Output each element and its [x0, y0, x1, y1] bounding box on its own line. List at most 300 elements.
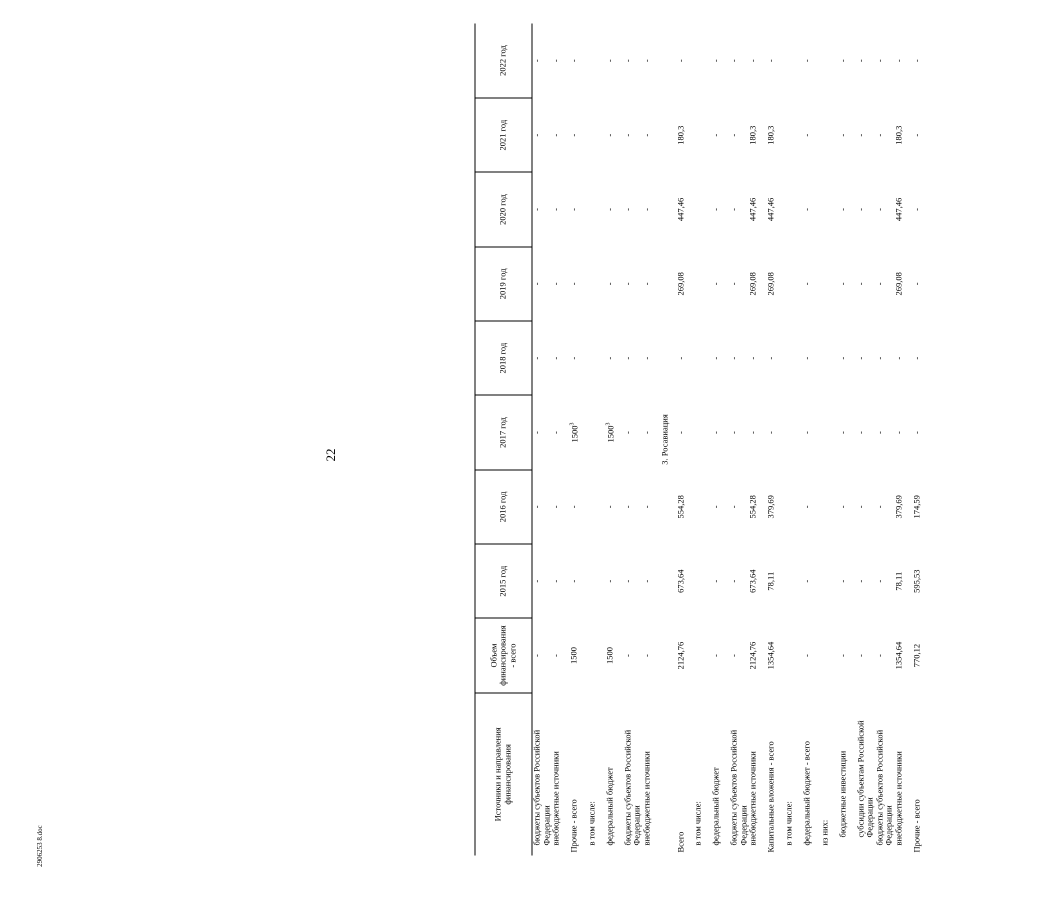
- table-cell: [676, 247, 694, 321]
- cell-value: -: [855, 282, 866, 286]
- cell-value: -: [911, 59, 922, 63]
- cell-value: -: [837, 282, 848, 286]
- table-row: [802, 24, 820, 856]
- cell-value: 269,08: [893, 272, 904, 296]
- table-cell: [730, 98, 749, 172]
- table-cell: [569, 247, 587, 321]
- cell-value: -: [837, 654, 848, 657]
- table-cell: [532, 172, 552, 246]
- cell-value: -: [550, 59, 561, 63]
- table-cell: [802, 24, 820, 98]
- table-cell: [694, 247, 712, 321]
- cell-value: -: [710, 356, 721, 360]
- table-cell: [894, 98, 912, 172]
- row-label: федеральный бюджет: [710, 767, 721, 846]
- cell-value: 180,3: [893, 125, 904, 145]
- table-cell: [838, 98, 856, 172]
- cell-value: 78,11: [765, 571, 776, 591]
- cell-value: -: [747, 431, 758, 434]
- cell-value: -: [568, 133, 579, 137]
- cell-value: 1500: [569, 425, 580, 443]
- row-label: внебюджетные источники: [747, 751, 758, 846]
- table-cell: [694, 618, 712, 692]
- page-number: 22: [323, 448, 338, 462]
- footnote-mark: 3: [569, 422, 576, 426]
- cell-value: 447,46: [893, 197, 904, 222]
- cell-value: -: [855, 133, 866, 137]
- table-cell: [587, 618, 605, 692]
- table-cell: [820, 544, 838, 618]
- cell-value: -: [728, 356, 739, 360]
- table-cell: [730, 470, 749, 544]
- section-row: [660, 24, 676, 856]
- cell-value: -: [855, 356, 866, 360]
- table-row: [912, 24, 930, 856]
- table-cell: [587, 470, 605, 544]
- table-cell: [912, 395, 930, 469]
- table-cell: [730, 544, 749, 618]
- cell-value: -: [837, 431, 848, 434]
- table-cell: [694, 470, 712, 544]
- table-cell: [623, 321, 642, 395]
- table-cell: [712, 395, 730, 469]
- table-row: [894, 24, 912, 856]
- table-cell: [676, 98, 694, 172]
- cell-value: -: [550, 505, 561, 509]
- header-total: Объем финансирования - всего: [475, 618, 532, 692]
- table-cell: [912, 544, 930, 618]
- table-cell: [532, 618, 552, 692]
- row-label: Прочие - всего: [911, 799, 922, 853]
- row-label: в том числе:: [586, 801, 597, 846]
- header-2016: 2016 год: [475, 470, 532, 544]
- cell-value: 174,59: [911, 495, 922, 519]
- table-cell: [730, 618, 749, 692]
- cell-value: -: [874, 59, 885, 63]
- row-label: из них:: [819, 819, 830, 846]
- cell-value: -: [641, 505, 652, 509]
- table-cell: [749, 544, 767, 618]
- table-cell: [730, 172, 749, 246]
- table-cell: [623, 247, 642, 321]
- cell-value: -: [531, 579, 542, 583]
- table-cell: [532, 321, 552, 395]
- table-row: [875, 24, 894, 856]
- row-label: федеральный бюджет - всего: [801, 741, 812, 846]
- table-cell: [605, 395, 623, 469]
- cell-value: -: [622, 431, 633, 434]
- table-cell: [767, 24, 785, 98]
- cell-value: -: [531, 59, 542, 63]
- table-body: [532, 24, 930, 856]
- cell-value: -: [801, 133, 812, 137]
- cell-value: 78,11: [893, 571, 904, 591]
- table-cell: [642, 618, 660, 692]
- table-cell: [785, 247, 803, 321]
- cell-value: -: [728, 654, 739, 657]
- table-cell: [712, 98, 730, 172]
- table-cell: [694, 395, 712, 469]
- cell-value: -: [641, 579, 652, 583]
- header-2022: 2022 год: [475, 24, 532, 98]
- cell-value: -: [765, 59, 776, 63]
- table-cell: [856, 247, 875, 321]
- cell-value: -: [801, 208, 812, 211]
- table-cell: [605, 172, 623, 246]
- cell-value: -: [728, 133, 739, 137]
- table-cell: [587, 172, 605, 246]
- table-cell: [894, 395, 912, 469]
- table-cell: [875, 618, 894, 692]
- cell-value: -: [568, 505, 579, 509]
- cell-value: 379,69: [765, 495, 776, 519]
- row-label: в том числе:: [783, 801, 794, 846]
- cell-value: 1354,64: [765, 641, 776, 670]
- cell-value: 2124,76: [747, 641, 758, 670]
- cell-value: -: [641, 208, 652, 211]
- cell-value: 2124,76: [675, 641, 686, 670]
- cell-value: -: [550, 579, 561, 583]
- table-cell: [642, 470, 660, 544]
- table-cell: [587, 24, 605, 98]
- cell-value: -: [874, 282, 885, 286]
- row-label: Капитальные вложения - всего: [765, 741, 776, 853]
- table-cell: [875, 247, 894, 321]
- table-cell: [552, 247, 570, 321]
- cell-value: -: [837, 356, 848, 360]
- table-cell: [676, 544, 694, 618]
- table-cell: [875, 24, 894, 98]
- table-row: [676, 24, 694, 856]
- cell-value: -: [911, 133, 922, 137]
- table-cell: [642, 321, 660, 395]
- table-cell: [694, 544, 712, 618]
- cell-value: -: [622, 654, 633, 657]
- cell-value: -: [801, 431, 812, 434]
- table-cell: [623, 24, 642, 98]
- cell-value: -: [531, 431, 542, 434]
- cell-value: -: [550, 133, 561, 137]
- header-2015: 2015 год: [475, 544, 532, 618]
- section-title: 3. Росавиация: [659, 414, 670, 465]
- row-label: бюджеты субъектов Российской Федерации: [874, 729, 894, 846]
- table-cell: [767, 470, 785, 544]
- table-cell: [912, 172, 930, 246]
- table-cell: [605, 24, 623, 98]
- table-cell: [894, 247, 912, 321]
- table-cell: [605, 618, 623, 692]
- cell-value: -: [531, 133, 542, 137]
- table-cell: [676, 618, 694, 692]
- cell-value: -: [550, 654, 561, 657]
- table-cell: [623, 544, 642, 618]
- table-cell: [820, 247, 838, 321]
- table-cell: [569, 544, 587, 618]
- cell-value: -: [550, 356, 561, 360]
- cell-value: -: [641, 59, 652, 63]
- cell-value: -: [855, 431, 866, 434]
- cell-value: 447,46: [675, 197, 686, 222]
- table-cell: [749, 470, 767, 544]
- table-cell: [712, 618, 730, 692]
- header-2021: 2021 год: [475, 98, 532, 172]
- table-cell: [532, 98, 552, 172]
- cell-value: -: [604, 505, 615, 509]
- table-row: [785, 24, 803, 856]
- cell-value: -: [622, 59, 633, 63]
- table-cell: [642, 172, 660, 246]
- cell-value: -: [874, 654, 885, 657]
- table-cell: [532, 395, 552, 469]
- row-label: субсидии субъектам Российской Федерации: [855, 720, 875, 838]
- table-cell: [532, 24, 552, 98]
- table-cell: [569, 321, 587, 395]
- table-cell: [820, 24, 838, 98]
- cell-value: 180,3: [747, 125, 758, 145]
- table-cell: [605, 247, 623, 321]
- table-row: [587, 24, 605, 856]
- cell-value: 595,53: [911, 569, 922, 593]
- table-cell: [605, 98, 623, 172]
- table-cell: [587, 395, 605, 469]
- table-cell: [730, 247, 749, 321]
- table-cell: [912, 247, 930, 321]
- cell-value: -: [855, 579, 866, 583]
- table-cell: [587, 98, 605, 172]
- table-cell: [802, 544, 820, 618]
- table-row: [749, 24, 767, 856]
- table-cell: [767, 618, 785, 692]
- table-row: [694, 24, 712, 856]
- table-cell: [767, 172, 785, 246]
- cell-value: -: [604, 208, 615, 211]
- table-cell: [802, 98, 820, 172]
- cell-value: -: [675, 431, 686, 434]
- cell-value: 447,46: [765, 197, 776, 222]
- table-row: [820, 24, 838, 856]
- table-cell: [820, 618, 838, 692]
- cell-value: -: [874, 505, 885, 509]
- row-label: Всего: [675, 831, 686, 853]
- table-cell: [838, 321, 856, 395]
- table-cell: [838, 470, 856, 544]
- financing-table: [475, 24, 930, 856]
- table-cell: [856, 98, 875, 172]
- cell-value: -: [801, 654, 812, 657]
- cell-value: -: [837, 505, 848, 509]
- cell-value: -: [801, 282, 812, 286]
- cell-value: -: [641, 356, 652, 360]
- table-cell: [587, 247, 605, 321]
- table-cell: [676, 395, 694, 469]
- table-cell: [894, 544, 912, 618]
- table-cell: [552, 395, 570, 469]
- table-cell: [623, 470, 642, 544]
- cell-value: -: [550, 282, 561, 286]
- table-row: [569, 24, 587, 856]
- cell-value: -: [531, 282, 542, 286]
- table-cell: [552, 98, 570, 172]
- table-cell: [767, 321, 785, 395]
- cell-value: -: [710, 579, 721, 583]
- cell-value: -: [911, 356, 922, 360]
- row-label: Прочие - всего: [568, 799, 579, 853]
- table-cell: [838, 544, 856, 618]
- cell-value: -: [728, 431, 739, 434]
- table-cell: [623, 618, 642, 692]
- row-label: внебюджетные источники: [893, 751, 904, 846]
- table-cell: [749, 24, 767, 98]
- cell-value: -: [710, 505, 721, 509]
- cell-value: 1500: [568, 647, 579, 665]
- cell-value: -: [837, 133, 848, 137]
- table-cell: [712, 172, 730, 246]
- table-row: [838, 24, 856, 856]
- financing-table-container: [475, 24, 1050, 856]
- cell-value: -: [801, 59, 812, 63]
- cell-value: -: [604, 579, 615, 583]
- cell-value: -: [568, 59, 579, 63]
- table-cell: [802, 247, 820, 321]
- cell-value: 770,12: [911, 643, 922, 668]
- table-cell: [856, 618, 875, 692]
- table-cell: [605, 544, 623, 618]
- table-row: [642, 24, 660, 856]
- table-cell: [838, 24, 856, 98]
- table-cell: [856, 321, 875, 395]
- table-cell: [552, 24, 570, 98]
- row-label: бюджетные инвестиции: [837, 750, 848, 838]
- table-cell: [730, 321, 749, 395]
- table-cell: [802, 172, 820, 246]
- cell-value: -: [728, 579, 739, 583]
- table-cell: [676, 321, 694, 395]
- cell-value: -: [893, 431, 904, 434]
- cell-value: -: [855, 505, 866, 509]
- table-cell: [875, 544, 894, 618]
- cell-value: -: [728, 59, 739, 63]
- table-cell: [820, 470, 838, 544]
- table-cell: [532, 470, 552, 544]
- table-header-row: [475, 24, 532, 856]
- cell-value: -: [531, 208, 542, 211]
- table-cell: [569, 470, 587, 544]
- table-cell: [642, 544, 660, 618]
- cell-value: -: [531, 356, 542, 360]
- table-cell: [749, 618, 767, 692]
- cell-value: -: [622, 505, 633, 509]
- cell-value: -: [604, 282, 615, 286]
- table-cell: [894, 24, 912, 98]
- cell-value: -: [801, 505, 812, 509]
- cell-value: -: [675, 356, 686, 360]
- table-cell: [785, 172, 803, 246]
- table-cell: [802, 618, 820, 692]
- cell-value: -: [765, 431, 776, 434]
- cell-value: -: [604, 133, 615, 137]
- table-cell: [552, 544, 570, 618]
- table-cell: [552, 470, 570, 544]
- cell-value: -: [568, 579, 579, 583]
- cell-value: 1500: [604, 647, 615, 665]
- table-row: [605, 24, 623, 856]
- table-cell: [694, 98, 712, 172]
- header-2017: 2017 год: [475, 395, 532, 469]
- table-cell: [642, 24, 660, 98]
- table-cell: [605, 470, 623, 544]
- table-cell: [587, 321, 605, 395]
- table-cell: [875, 172, 894, 246]
- table-cell: [552, 618, 570, 692]
- cell-value: -: [568, 356, 579, 360]
- table-cell: [532, 247, 552, 321]
- cell-value: 269,08: [675, 272, 686, 296]
- cell-value: -: [801, 356, 812, 360]
- table-cell: [694, 24, 712, 98]
- cell-value: -: [893, 356, 904, 360]
- cell-value: -: [622, 282, 633, 286]
- cell-value: -: [747, 59, 758, 63]
- cell-value: -: [622, 133, 633, 137]
- table-cell: [838, 395, 856, 469]
- table-cell: [875, 470, 894, 544]
- table-row: [712, 24, 730, 856]
- cell-value: -: [801, 579, 812, 583]
- row-label: в том числе:: [692, 801, 703, 846]
- table-cell: [676, 470, 694, 544]
- header-sources: Источники и направления финансирования: [475, 693, 532, 856]
- row-label: бюджеты субъектов Российской Федерации: [531, 729, 552, 846]
- cell-value: -: [728, 282, 739, 286]
- cell-value: -: [874, 356, 885, 360]
- cell-value: -: [874, 208, 885, 211]
- cell-value: 1500: [605, 425, 616, 443]
- table-cell: [767, 395, 785, 469]
- cell-value: -: [874, 579, 885, 583]
- table-cell: [623, 172, 642, 246]
- table-cell: [838, 618, 856, 692]
- table-cell: [785, 470, 803, 544]
- table-cell: [856, 172, 875, 246]
- table-cell: [856, 24, 875, 98]
- cell-value: 554,28: [747, 495, 758, 519]
- table-cell: [623, 395, 642, 469]
- table-cell: [712, 321, 730, 395]
- cell-value: -: [911, 282, 922, 286]
- table-cell: [820, 98, 838, 172]
- table-cell: [532, 544, 552, 618]
- cell-value: 269,08: [747, 272, 758, 296]
- table-cell: [749, 98, 767, 172]
- cell-value: -: [641, 133, 652, 137]
- table-cell: [802, 470, 820, 544]
- table-cell: [785, 24, 803, 98]
- table-cell: [767, 98, 785, 172]
- cell-value: 1354,64: [893, 641, 904, 670]
- cell-value: -: [728, 505, 739, 509]
- cell-value: -: [710, 431, 721, 434]
- table-cell: [767, 247, 785, 321]
- table-cell: [712, 544, 730, 618]
- header-2019: 2019 год: [475, 247, 532, 321]
- table-cell: [569, 618, 587, 692]
- cell-value: 447,46: [747, 197, 758, 222]
- table-cell: [730, 395, 749, 469]
- cell-value: -: [710, 59, 721, 63]
- table-cell: [856, 544, 875, 618]
- table-cell: [802, 321, 820, 395]
- table-cell: [785, 98, 803, 172]
